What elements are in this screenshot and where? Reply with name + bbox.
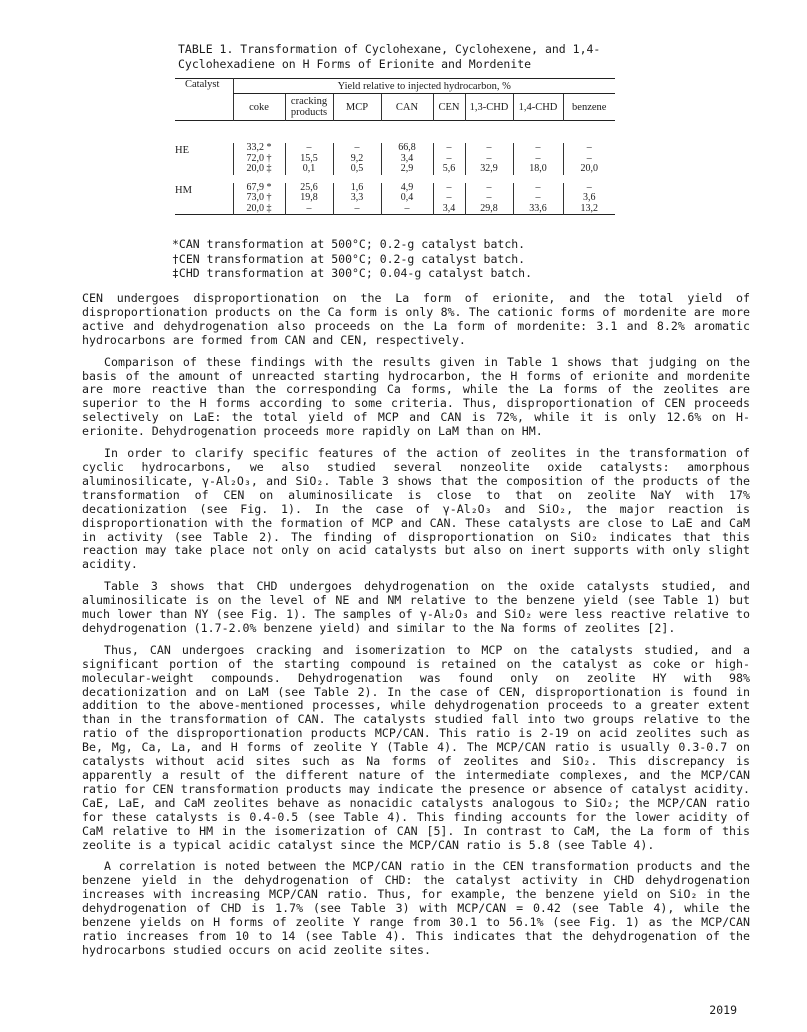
row-catalyst-he: HE [175,145,189,156]
table-row-he [175,143,615,175]
row-catalyst-hm: HM [175,184,192,196]
paragraph-6: A correlation is noted between the MCP/CAN ratio in the CEN transformation products and the benzene yield in the dehydrogenation of CHD: the catalyst activity in CHD dehydrogenation increases with increasing MCP/CAN ratio. Thus, for example, the benzene yield on SiO₂ in the dehydrogenation of CHD is 1.7% (see Table 3) with MCP/CAN = 0.42 (see Table 4), while the benzene yields on H forms of zeolite Y range from 30.1 to 56.1% (see Fig. 1) as the MCP/CAN ratio increases from 10 to 14 (see Table 4). This indicates that the dehydrogenation of the hydrocarbons studied occurs on acid zeolite sites. [82,859,750,957]
cell-hm-cracking: 25,6 19,8 – [285,183,333,215]
header-yield-group: Yield relative to injected hydrocarbon, % [233,79,615,94]
header-benzene: benzene [563,94,615,121]
cell-hm-cen: – – 3,4 [433,183,465,215]
footnote-chd: ‡CHD transformation at 300°C; 0.04-g catalyst batch. [172,266,533,280]
table-caption-line-2: Cyclohexadiene on H Forms of Erionite and Mordenite [178,57,532,71]
header-cracking: cracking products [285,94,333,121]
paragraph-1: CEN undergoes disproportionation on the La form of erionite, and the total yield of disproportionation products on the Ca form is only 8%. The cationic forms of mordenite are more active and dehydrogenation also proceeds on the La form of mordenite: 3.1 and 8.2% aromatic hydrocarbons are formed from CAN and CEN, respectively. [82,291,750,347]
cell-hm-can: 4,9 0,4 – [381,183,433,215]
cell-hm-mcp: 1,6 3,3 – [333,183,381,215]
cell-he-cen: – – 5,6 [433,143,465,175]
cell-he-mcp: – 9,2 0,5 [333,143,381,175]
cell-he-chd14: – – 18,0 [513,143,563,175]
cell-hm-benzene: – 3,6 13,2 [563,183,615,215]
cell-he-chd13: – – 32,9 [465,143,513,175]
header-mcp: MCP [333,94,381,121]
header-chd13: 1,3-CHD [465,94,513,121]
paragraph-3: In order to clarify specific features of the action of zeolites in the transformation of cyclic hydrocarbons, we also studied several nonzeolite oxide catalysts: amorphous aluminosilicate, γ-Al₂O₃, and SiO₂. Table 3 shows that the composition of the products of the transformation of CEN on aluminosilicate is close to that on zeolite NaY with 17% decationization (see Fig. 1). In the case of γ-Al₂O₃ and SiO₂, the major reaction is disproportionation with the formation of MCP and CAN. These catalysts are close to LaE and CaM in activity (see Table 2). The finding of disproportionation on SiO₂ indicates that this reaction may take place not only on acid catalysts but also on inert supports with only slight acidity. [82,446,750,572]
header-cen: CEN [433,94,465,121]
cell-he-cracking: – 15,5 0,1 [285,143,333,175]
data-table [175,78,615,215]
cell-hm-chd13: – – 29,8 [465,183,513,215]
cell-he-coke: 33,2 * 72,0 † 20,0 ‡ [233,143,285,175]
page-number: 2019 [709,1003,737,1017]
footnote-cen: †CEN transformation at 500°C; 0.2-g catalyst batch. [172,251,526,266]
table-row-hm [175,183,615,215]
table-footnotes [172,237,632,281]
paragraph-2: Comparison of these findings with the results given in Table 1 shows that judging on the basis of the amount of unreacted starting hydrocarbon, the H forms of erionite and mordenite are more reactive than the corresponding Ca forms, while the La forms of the zeolites are superior to the H forms according to some criteria. Thus, disproportionation of CEN proceeds selectively on LaE: the total yield of MCP and CAN is 72%, while it is only 12.6% on H-erionite. Dehydrogenation proceeds more rapidly on LaM than on HM. [82,354,750,439]
header-chd14: 1,4-CHD [513,94,563,121]
body-text [82,292,750,966]
paragraph-4: Table 3 shows that CHD undergoes dehydrogenation on the oxide catalysts studied, and aluminosilicate is on the level of NE and NM relative to the benzene yield (see Table 1) but much lower than NY (see Fig. 1). The samples of γ-Al₂O₃ and SiO₂ were less reactive relative to dehydrogenation (1.7-2.0% benzene yield) and similar to the Na forms of zeolites [2]. [82,579,750,635]
footnote-can: *CAN transformation at 500°C; 0.2-g catalyst batch. [172,237,526,251]
paragraph-5: Thus, CAN undergoes cracking and isomerization to MCP on the catalysts studied, and a significant portion of the starting compound is retained on the catalyst as coke or high-molecular-weight compounds. Dehydrogenation was found only on zeolite HY with 98% decationization and on LaM (see Table 2). In the case of CEN, disproportionation is found in addition to the above-mentioned processes, while dehydrogenation proceeds to a greater extent than in the transformation of CAN. The catalysts studied fall into two groups relative to the ratio of the disproportionation products MCP/CAN. This ratio is 2-19 on acid zeolites such as Be, Mg, Ca, La, and H forms of zeolite Y (Table 4). The MCP/CAN ratio is usually 0.3-0.7 on catalysts without acid sites such as Na forms of zeolites and SiO₂. This discrepancy is apparently a result of the different nature of the intermediate complexes, and the MCP/CAN ratio for CEN transformation products may indicate the presence or absence of catalyst acidity. CaE, LaE, and CaM zeolites behave as nonacidic catalysts analogous to SiO₂; the MCP/CAN ratio for these catalysts is 0.4-0.5 (see Table 4). This finding accounts for the lower acidity of CaM relative to HM in the isomerization of CAN [5]. In contrast to CaM, the La form of this zeolite is a typical acidic catalyst since the MCP/CAN ratio is 5.8 (see Table 4). [82,642,750,852]
cell-hm-chd14: – – 33,6 [513,183,563,215]
table-caption [178,42,638,72]
header-coke: coke [233,94,285,121]
cell-he-can: 66,8 3,4 2,9 [381,143,433,175]
table-caption-line-1: TABLE 1. Transformation of Cyclohexane, Cyclohexene, and 1,4- [178,42,601,56]
header-catalyst: Catalyst [185,79,220,90]
header-can: CAN [381,94,433,121]
cell-hm-coke: 67,9 * 73,0 † 20,0 ‡ [233,183,285,215]
cell-he-benzene: – – 20,0 [563,143,615,175]
